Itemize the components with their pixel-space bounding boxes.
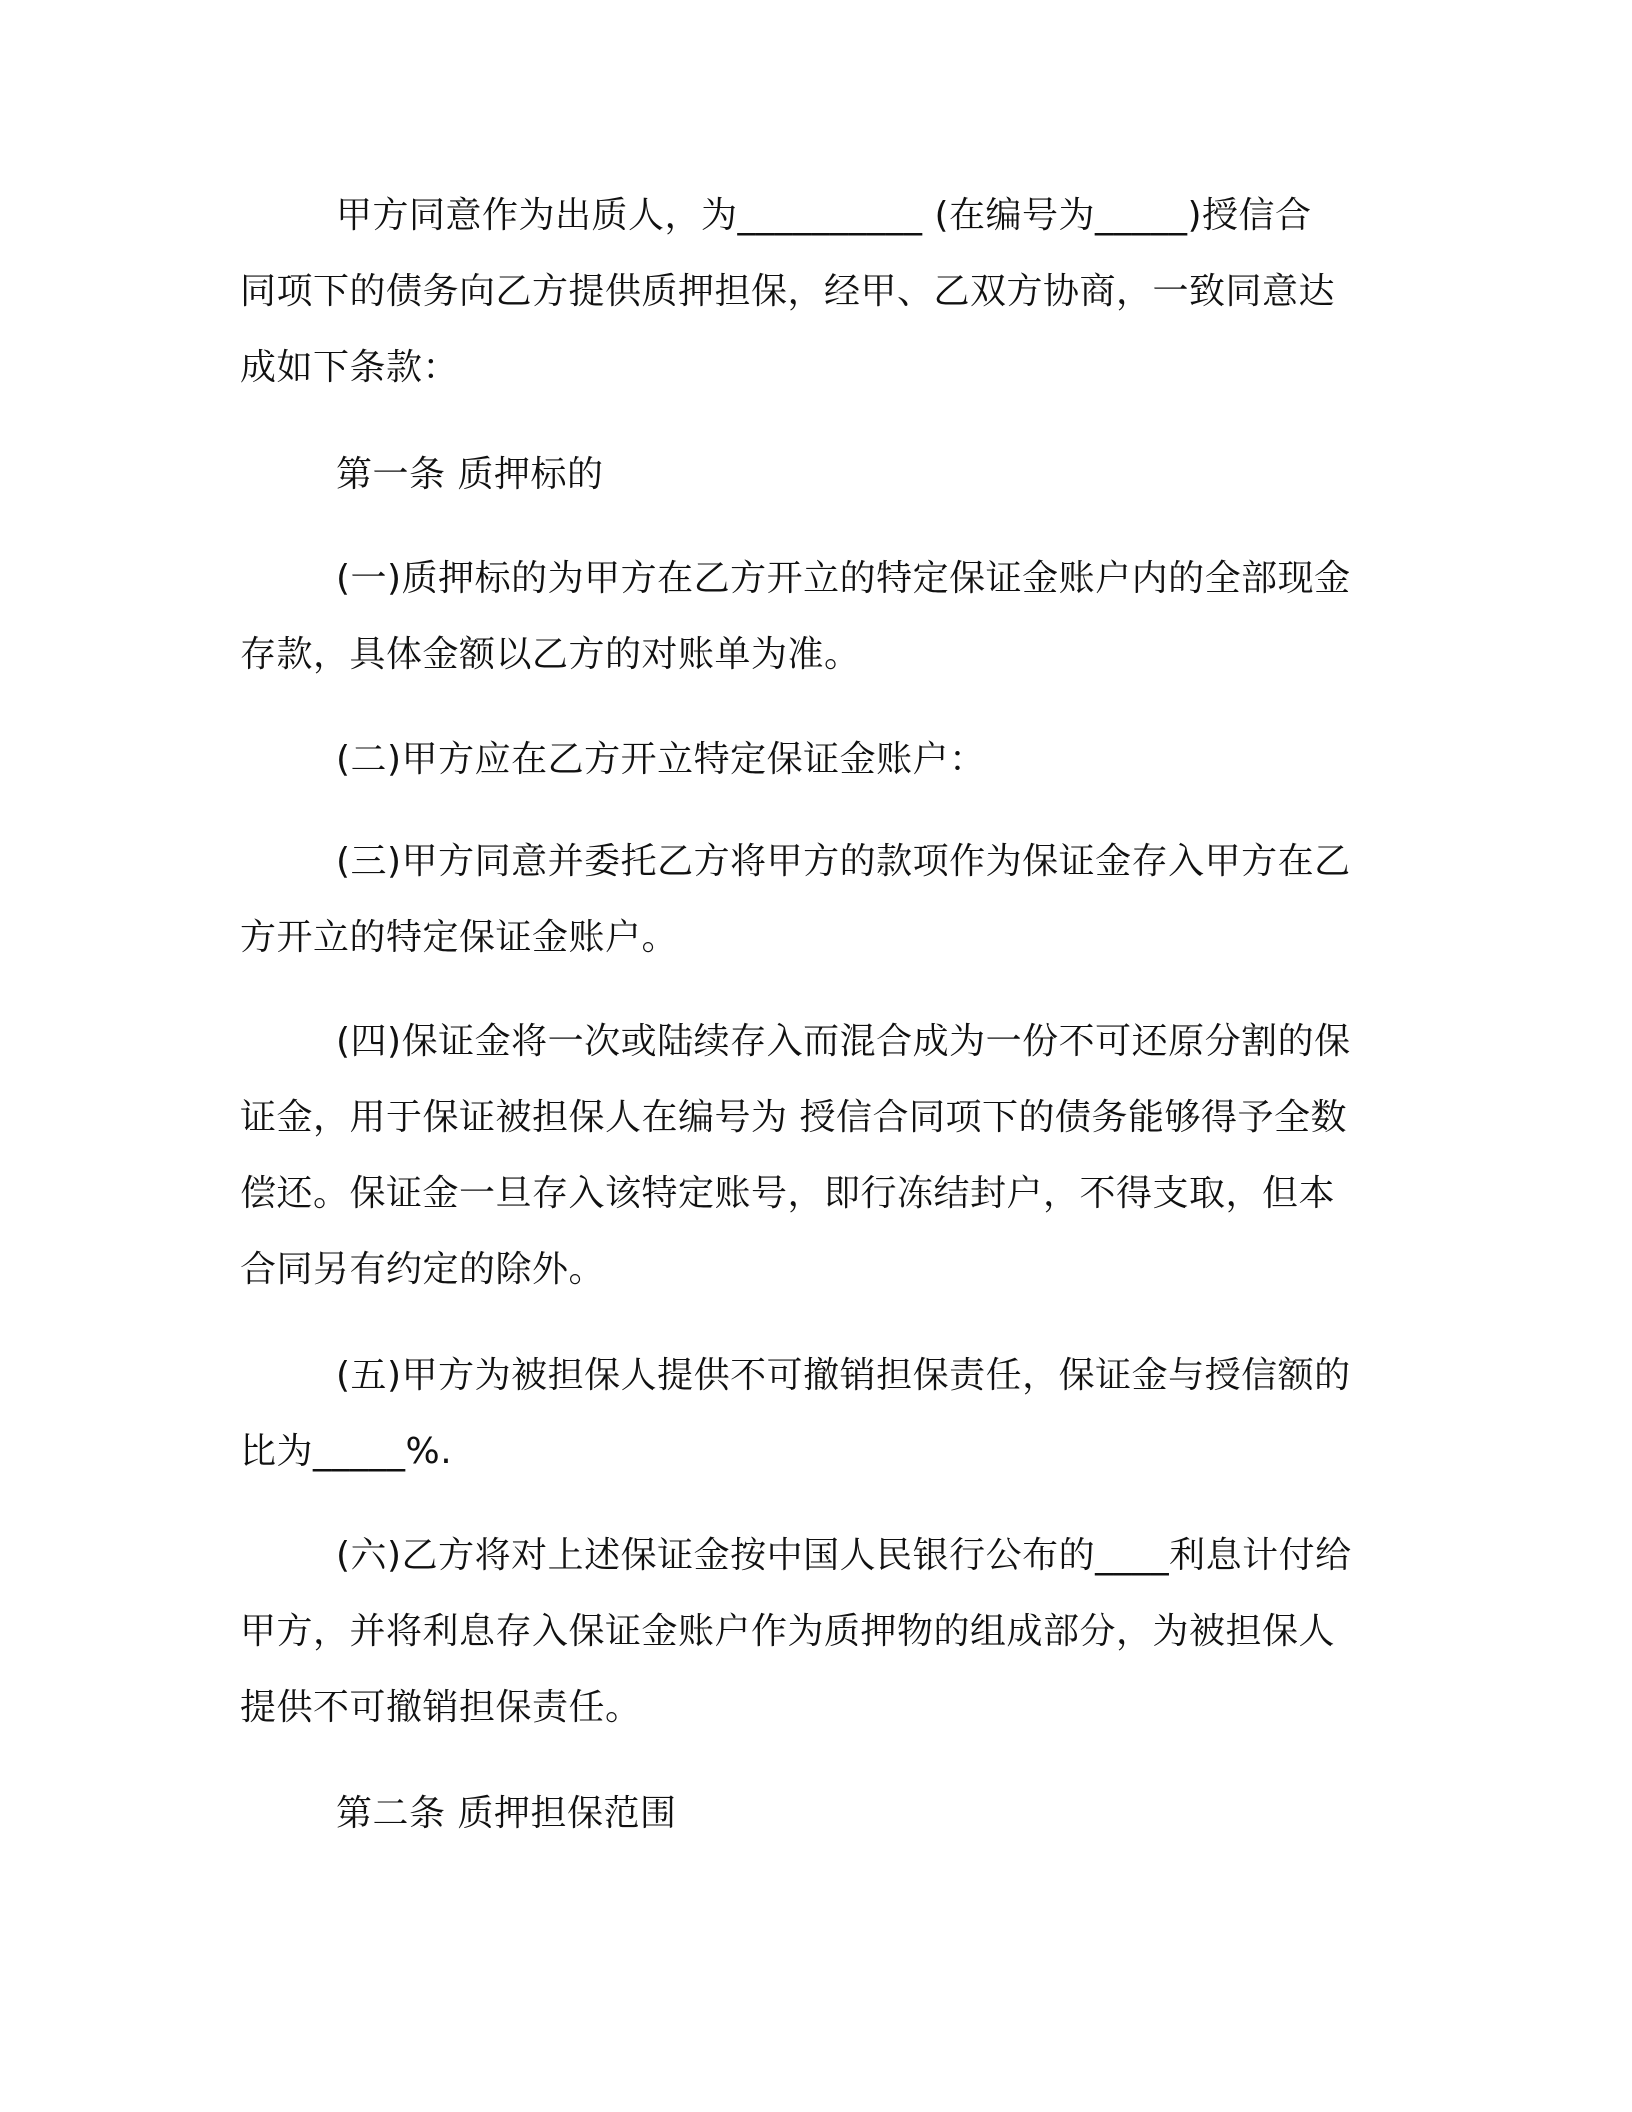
- item-2-paragraph: [240, 722, 1370, 798]
- text-line: 甲方同意作为出质人，为__________ (在编号为_____)授信合: [336, 195, 1312, 236]
- intro-paragraph: [240, 178, 1370, 406]
- text-line: 同项下的债务向乙方提供质押担保，经甲、乙双方协商，一致同意达: [240, 271, 1336, 312]
- heading-text: 第一条 质押标的: [336, 454, 604, 495]
- text-line: (五)甲方为被担保人提供不可撤销担保责任，保证金与授信额的: [336, 1355, 1351, 1396]
- heading-text: 第二条 质押担保范围: [336, 1793, 677, 1834]
- text-line: 比为_____%.: [240, 1431, 453, 1472]
- item-4-paragraph: [240, 1004, 1370, 1308]
- text-line: 偿还。保证金一旦存入该特定账号，即行冻结封户，不得支取，但本: [240, 1173, 1336, 1214]
- item-1-paragraph: [240, 541, 1370, 693]
- article-1-heading: [240, 437, 1370, 513]
- text-line: 成如下条款：: [240, 347, 460, 388]
- text-line: 方开立的特定保证金账户。: [240, 917, 679, 958]
- text-line: (一)质押标的为甲方在乙方开立的特定保证金账户内的全部现金: [336, 558, 1351, 599]
- text-line: 合同另有约定的除外。: [240, 1249, 606, 1290]
- text-line: (四)保证金将一次或陆续存入而混合成为一份不可还原分割的保: [336, 1021, 1351, 1062]
- item-3-paragraph: [240, 824, 1370, 976]
- text-line: (六)乙方将对上述保证金按中国人民银行公布的____利息计付给: [336, 1535, 1352, 1576]
- item-6-paragraph: [240, 1518, 1370, 1746]
- text-line: 甲方，并将利息存入保证金账户作为质押物的组成部分，为被担保人: [240, 1611, 1336, 1652]
- item-5-paragraph: [240, 1338, 1370, 1490]
- text-line: 提供不可撤销担保责任。: [240, 1687, 642, 1728]
- text-line: 证金，用于保证被担保人在编号为 授信合同项下的债务能够得予全数: [240, 1097, 1347, 1138]
- text-line: (三)甲方同意并委托乙方将甲方的款项作为保证金存入甲方在乙: [336, 841, 1351, 882]
- text-line: (二)甲方应在乙方开立特定保证金账户：: [336, 739, 986, 780]
- article-2-heading: [240, 1776, 1370, 1852]
- text-line: 存款，具体金额以乙方的对账单为准。: [240, 634, 861, 675]
